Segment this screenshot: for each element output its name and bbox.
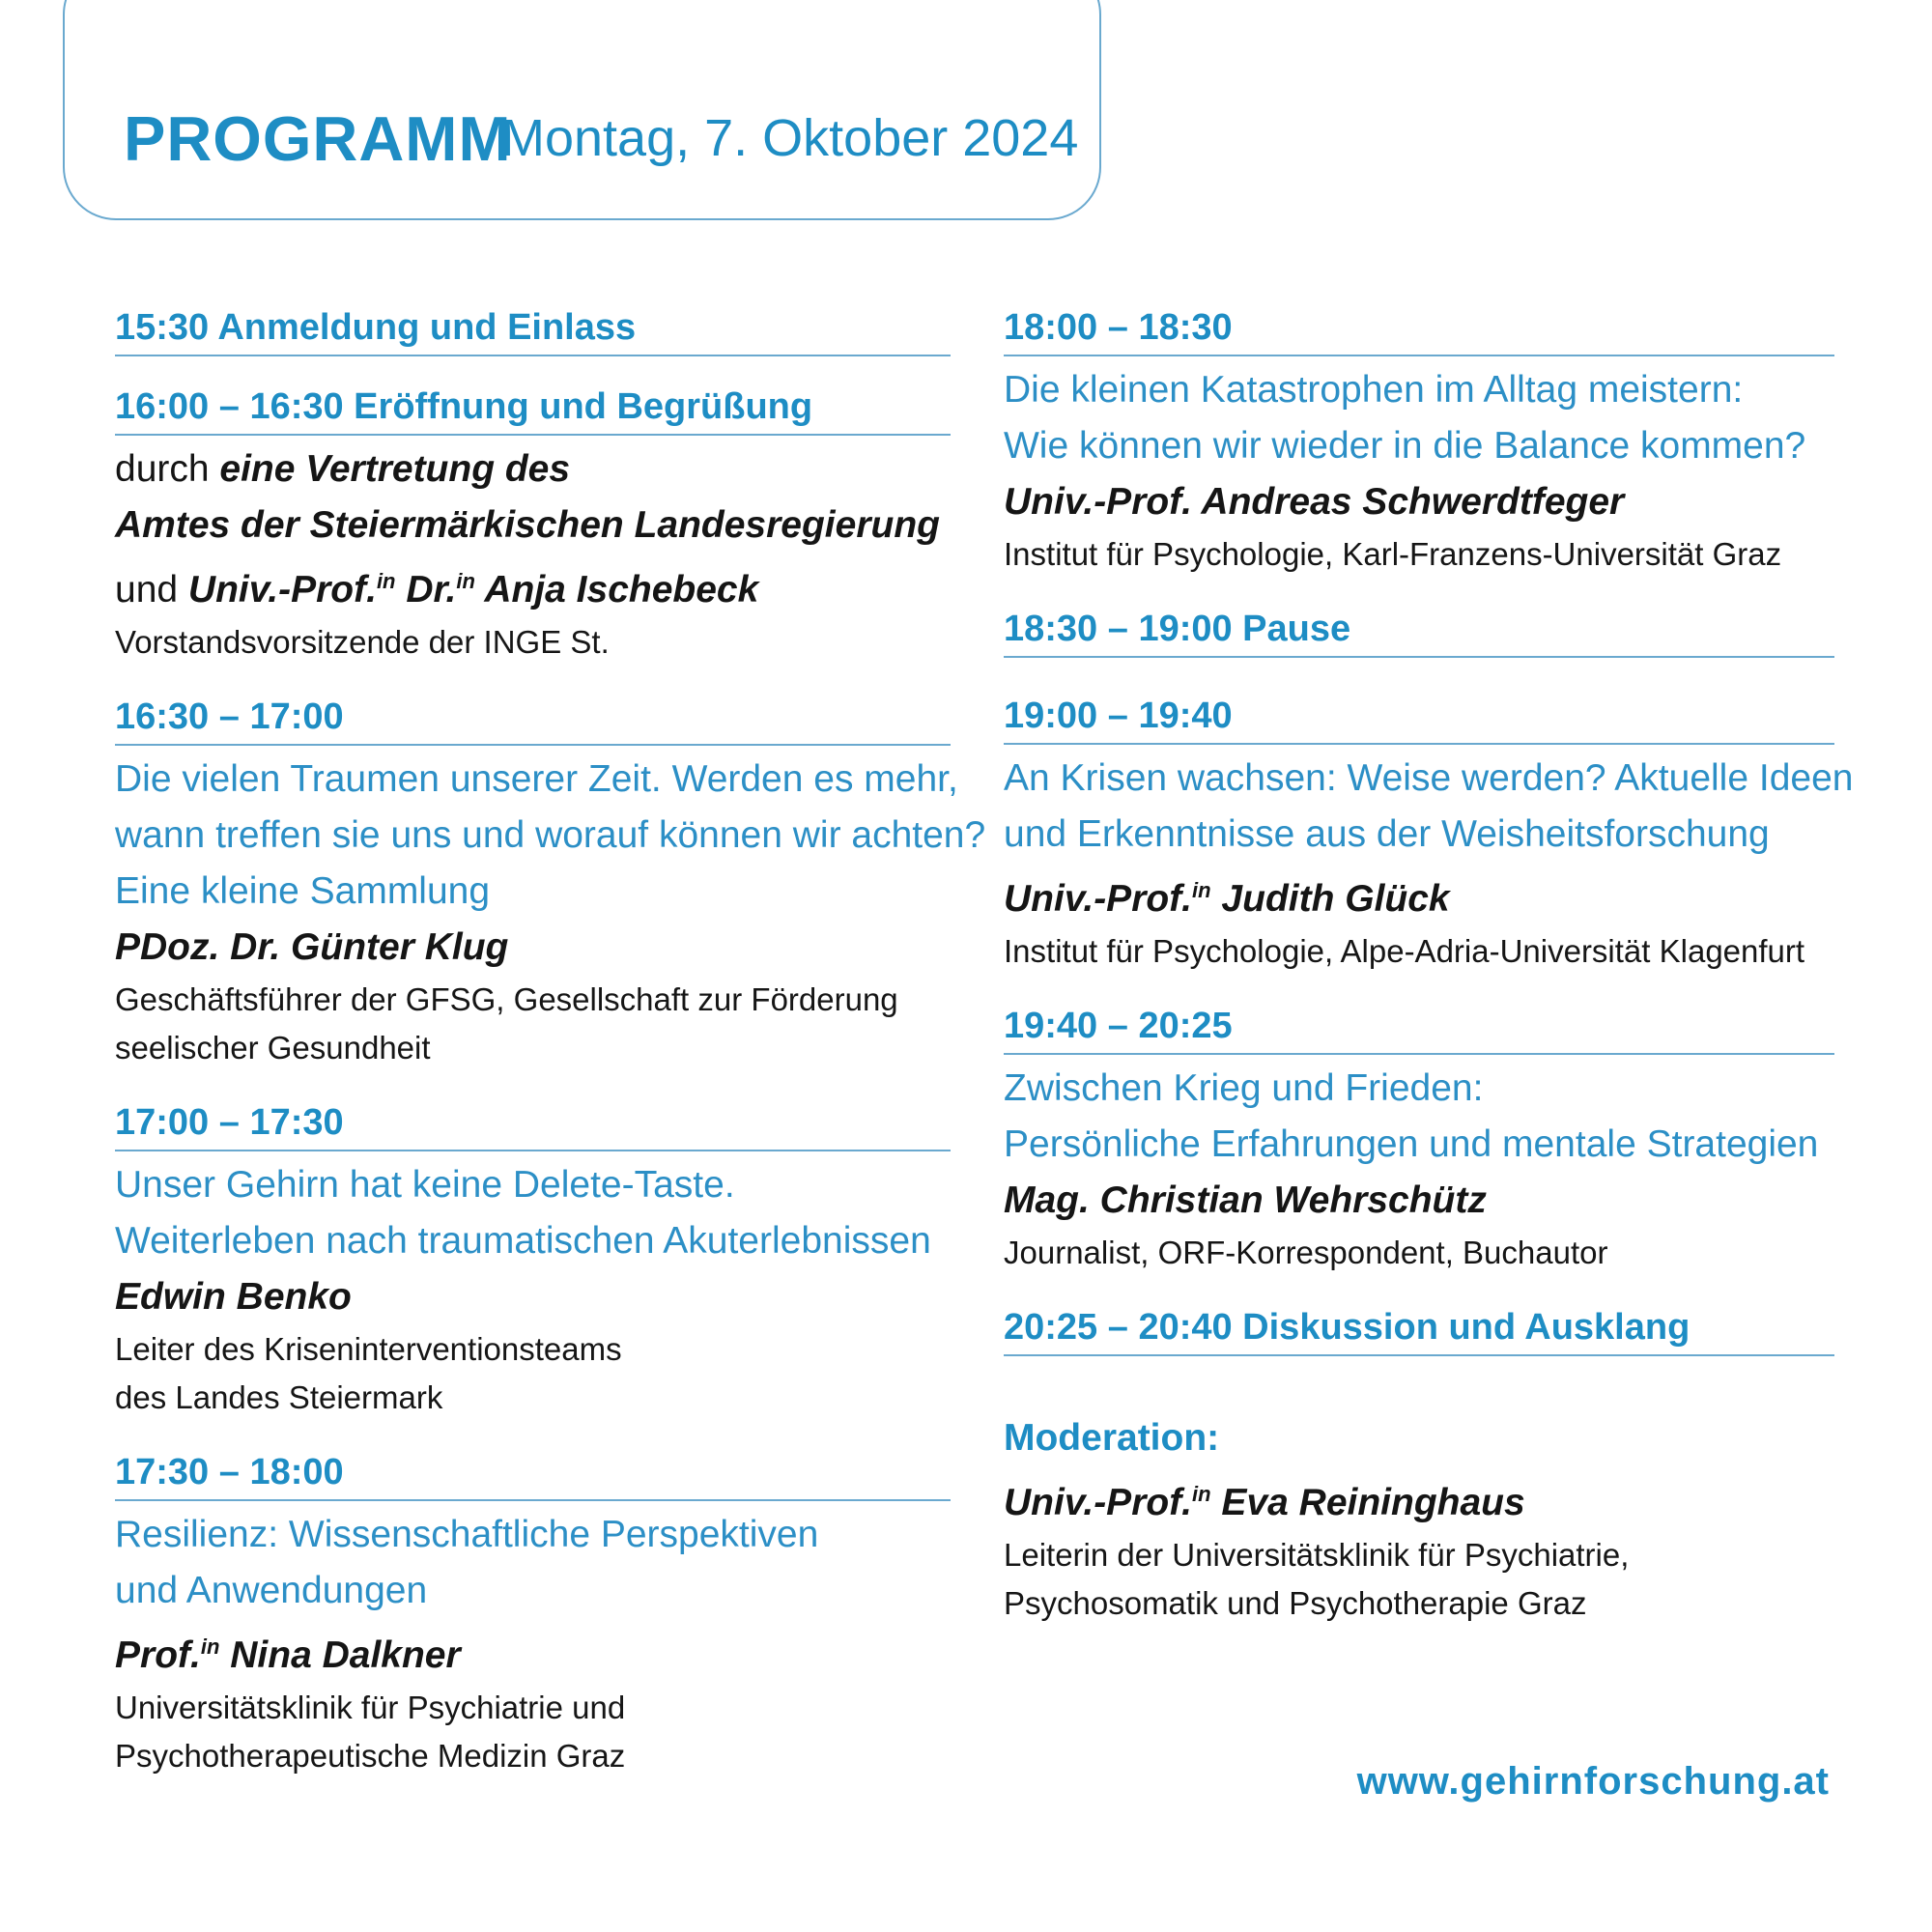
program-column-left — [115, 302, 986, 1805]
speaker-title: Prof. — [115, 1634, 201, 1676]
program-item — [1004, 691, 1854, 976]
intro-line — [115, 441, 951, 497]
program-item — [115, 1097, 951, 1422]
talk-title-line: Unser Gehirn hat keine Delete-Taste. — [115, 1164, 735, 1206]
program-item — [1004, 1302, 1834, 1356]
superscript: in — [456, 569, 475, 593]
speaker-name — [1004, 1466, 1834, 1531]
website-url: www.gehirnforschung.at — [1356, 1760, 1830, 1803]
speaker-name: Anja Ischebeck — [474, 569, 759, 611]
program-item — [115, 302, 951, 356]
speaker-affiliation: seelischer Gesundheit — [115, 1030, 431, 1065]
speaker-affiliation: Journalist, ORF-Korrespondent, Buchautor — [1004, 1235, 1608, 1270]
intro-line — [115, 497, 951, 554]
moderation-heading: Moderation: — [1004, 1417, 1220, 1459]
talk-title-line: und Erkenntnisse aus der Weisheitsforschung — [1004, 813, 1770, 855]
time-slot-heading: 17:30 – 18:00 — [115, 1447, 951, 1501]
talk-title-line: Die kleinen Katastrophen im Alltag meistern: — [1004, 369, 1744, 411]
intro-emphasis: Amtes der Steiermärkischen Landesregierung — [115, 504, 940, 546]
program-column-right — [1004, 302, 1854, 1628]
speaker-affiliation: des Landes Steiermark — [115, 1379, 443, 1415]
intro-emphasis: eine Vertretung des — [219, 448, 571, 490]
speaker-affiliation: Psychosomatik und Psychotherapie Graz — [1004, 1585, 1587, 1621]
speaker-affiliation: Institut für Psychologie, Alpe-Adria-Universität Klagenfurt — [1004, 933, 1805, 969]
superscript: in — [200, 1634, 220, 1659]
time-slot-heading: 15:30 Anmeldung und Einlass — [115, 302, 951, 356]
speaker-affiliation: Psychotherapeutische Medizin Graz — [115, 1738, 626, 1774]
time-slot-heading: 17:00 – 17:30 — [115, 1097, 951, 1151]
speaker-affiliation: Universitätsklinik für Psychiatrie und — [115, 1690, 626, 1725]
talk-title-line: Weiterleben nach traumatischen Akuterlebnissen — [115, 1220, 931, 1262]
moderation-section — [1004, 1410, 1834, 1628]
time-slot-heading: 20:25 – 20:40 Diskussion und Ausklang — [1004, 1302, 1834, 1356]
superscript: in — [1192, 878, 1211, 902]
time-slot-heading: 19:00 – 19:40 — [1004, 691, 1834, 745]
superscript: in — [376, 569, 396, 593]
program-item — [1004, 1001, 1834, 1277]
speaker-title: Univ.-Prof. — [187, 569, 377, 611]
talk-title-line: und Anwendungen — [115, 1570, 428, 1611]
speaker-affiliation: Leiterin der Universitätsklinik für Psychiatrie, — [1004, 1537, 1630, 1573]
speaker-name — [115, 1619, 951, 1684]
time-slot-heading: 16:30 – 17:00 — [115, 692, 951, 746]
speaker-affiliation: Geschäftsführer der GFSG, Gesellschaft zur Förderung — [115, 981, 898, 1017]
talk-title-line: wann treffen sie uns und worauf können wir achten? — [115, 814, 986, 856]
speaker-name: PDoz. Dr. Günter Klug — [115, 926, 509, 968]
time-slot-heading: 18:30 – 19:00 Pause — [1004, 604, 1834, 658]
speaker-title: Univ.-Prof. — [1004, 878, 1193, 920]
talk-title-line: Zwischen Krieg und Frieden: — [1004, 1067, 1484, 1109]
speaker-affiliation: Vorstandsvorsitzende der INGE St. — [115, 624, 610, 660]
program-item — [115, 382, 951, 667]
superscript: in — [1192, 1482, 1211, 1506]
time-slot-heading: 18:00 – 18:30 — [1004, 302, 1834, 356]
speaker-title: Dr. — [395, 569, 457, 611]
program-item — [115, 1447, 951, 1780]
speaker-surname: Judith Glück — [1210, 878, 1450, 920]
talk-title-line: Die vielen Traumen unserer Zeit. Werden es mehr, — [115, 758, 958, 800]
speaker-surname: Eva Reininghaus — [1210, 1482, 1525, 1523]
intro-line — [115, 554, 951, 618]
speaker-affiliation: Leiter des Kriseninterventionsteams — [115, 1331, 622, 1367]
speaker-name: Edwin Benko — [115, 1276, 352, 1318]
intro-text: und — [115, 569, 188, 611]
intro-text: durch — [115, 448, 220, 490]
speaker-name: Mag. Christian Wehrschütz — [1004, 1179, 1487, 1221]
talk-title-line: An Krisen wachsen: Weise werden? Aktuelle Ideen — [1004, 757, 1854, 799]
speaker-surname: Nina Dalkner — [219, 1634, 461, 1676]
time-slot-heading: 19:40 – 20:25 — [1004, 1001, 1834, 1055]
speaker-affiliation: Institut für Psychologie, Karl-Franzens-Universität Graz — [1004, 536, 1782, 572]
talk-title-line: Resilienz: Wissenschaftliche Perspektiven — [115, 1514, 819, 1555]
program-item — [115, 692, 986, 1072]
event-date: Montag, 7. Oktober 2024 — [501, 109, 1079, 167]
talk-title-line: Eine kleine Sammlung — [115, 870, 491, 912]
talk-title-line: Persönliche Erfahrungen und mentale Strategien — [1004, 1123, 1819, 1165]
talk-title-line: Wie können wir wieder in die Balance kommen? — [1004, 425, 1806, 467]
time-slot-heading: 16:00 – 16:30 Eröffnung und Begrüßung — [115, 382, 951, 436]
program-item — [1004, 604, 1834, 658]
speaker-title: Univ.-Prof. — [1004, 1482, 1193, 1523]
program-item — [1004, 302, 1834, 579]
speaker-name — [1004, 863, 1834, 927]
speaker-name: Univ.-Prof. Andreas Schwerdtfeger — [1004, 481, 1625, 523]
page-title: PROGRAMM — [124, 103, 512, 174]
